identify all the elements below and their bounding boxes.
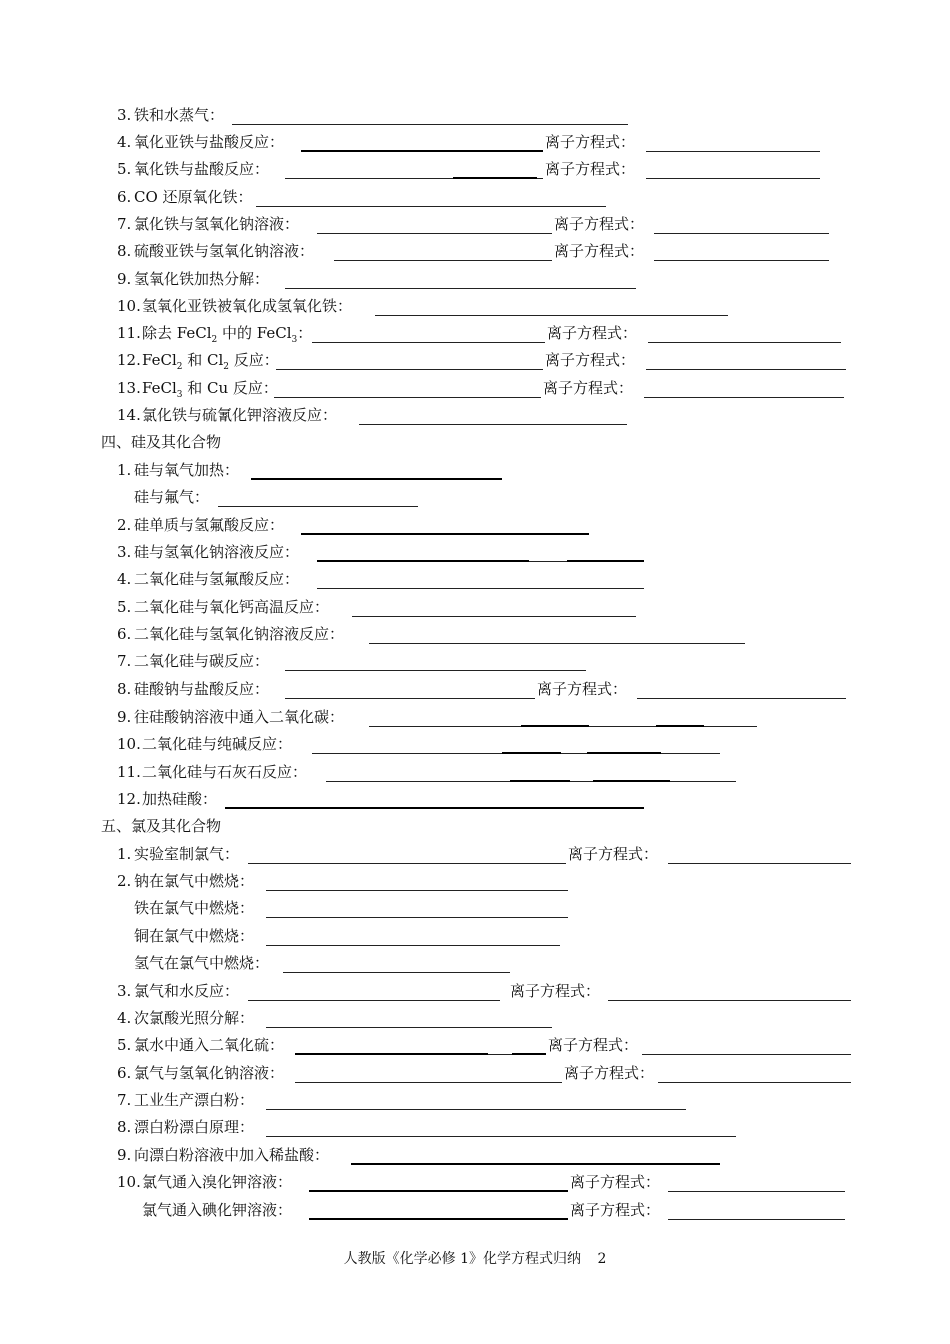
- answer-blank[interactable]: [266, 890, 568, 891]
- answer-blank-segment[interactable]: [561, 753, 587, 754]
- answer-blank[interactable]: [248, 1000, 500, 1001]
- section-title: 五、氯及其化合物: [101, 817, 222, 835]
- section-heading-chlorine: [0, 815, 950, 842]
- item-label: 工业生产漂白粉：: [134, 1091, 255, 1109]
- ionic-equation-label: 离子方程式：: [568, 845, 659, 863]
- item-label: 氯气与氢氧化钠溶液：: [134, 1064, 285, 1082]
- silicon-item-10: [0, 733, 950, 760]
- item-label: 漂白粉漂白原理：: [134, 1118, 255, 1136]
- footer-title: 人教版《化学必修 1》化学方程式归纳: [343, 1251, 581, 1267]
- answer-blank[interactable]: [352, 616, 636, 617]
- ionic-equation-label: 离子方程式：: [543, 379, 634, 397]
- answer-blank-segment[interactable]: [570, 781, 593, 782]
- answer-blank[interactable]: [218, 506, 418, 507]
- ionic-answer-blank[interactable]: [608, 1000, 851, 1001]
- chlorine-item-4: [0, 1007, 950, 1034]
- answer-blank[interactable]: [312, 342, 545, 343]
- answer-blank[interactable]: [266, 1027, 552, 1028]
- item-number: 5.: [117, 1036, 132, 1054]
- iron-item-13: [0, 377, 950, 404]
- silicon-item-1b: [0, 486, 950, 513]
- item-label: 氢氧化亚铁被氧化成氢氧化铁：: [142, 297, 353, 315]
- ionic-answer-blank[interactable]: [654, 233, 829, 234]
- iron-item-14: [0, 404, 950, 431]
- silicon-item-2: [0, 514, 950, 541]
- item-label: 往硅酸钠溶液中通入二氧化碳：: [134, 708, 345, 726]
- chlorine-item-9: [0, 1144, 950, 1171]
- answer-blank[interactable]: [326, 781, 510, 782]
- answer-blank-segment[interactable]: [670, 781, 736, 782]
- item-label: 硅与氧气加热：: [134, 461, 240, 479]
- ionic-equation-label: 离子方程式：: [564, 1064, 655, 1082]
- silicon-item-9: [0, 706, 950, 733]
- ionic-equation-label: 离子方程式：: [570, 1173, 661, 1191]
- answer-blank[interactable]: [285, 178, 453, 179]
- answer-blank[interactable]: [232, 124, 628, 125]
- answer-blank[interactable]: [334, 260, 552, 261]
- chlorine-item-2: [0, 870, 950, 897]
- item-label: 氯化铁与硫氰化钾溶液反应：: [142, 406, 338, 424]
- page-number: 2: [597, 1251, 607, 1267]
- iron-item-9: [0, 268, 950, 295]
- answer-blank[interactable]: [266, 1136, 736, 1137]
- ionic-equation-label: 离子方程式：: [545, 160, 636, 178]
- item-label: 次氯酸光照分解：: [134, 1009, 255, 1027]
- item-number: 7.: [117, 652, 132, 670]
- answer-blank-segment[interactable]: [488, 1054, 512, 1055]
- item-number: 14.: [117, 406, 141, 424]
- answer-blank[interactable]: [285, 288, 636, 289]
- answer-blank-segment[interactable]: [661, 753, 720, 754]
- ionic-answer-blank[interactable]: [658, 1082, 851, 1083]
- item-number: 9.: [117, 1146, 132, 1164]
- item-label: 二氧化硅与氢氟酸反应：: [134, 570, 300, 588]
- answer-blank-segment[interactable]: [567, 560, 644, 562]
- chlorine-item-8: [0, 1116, 950, 1143]
- item-label: 钠在氯气中燃烧：: [134, 872, 255, 890]
- iron-item-12: [0, 349, 950, 376]
- silicon-item-7: [0, 650, 950, 677]
- silicon-item-3: [0, 541, 950, 568]
- item-label: 氧化铁与盐酸反应：: [134, 160, 270, 178]
- item-number: 3.: [117, 106, 132, 124]
- ionic-equation-label: 离子方程式：: [510, 982, 601, 1000]
- chlorine-item-5: [0, 1034, 950, 1061]
- item-label: 氢氧化铁加热分解：: [134, 270, 270, 288]
- ionic-equation-label: 离子方程式：: [545, 133, 636, 151]
- answer-blank-segment[interactable]: [537, 178, 543, 179]
- answer-blank[interactable]: [317, 588, 644, 589]
- iron-item-4: [0, 131, 950, 158]
- chlorine-item-6: [0, 1062, 950, 1089]
- item-label: 铜在氯气中燃烧：: [134, 927, 255, 945]
- ionic-equation-label: 离子方程式：: [545, 351, 636, 369]
- item-label: 硅与氢氧化钠溶液反应：: [134, 543, 300, 561]
- answer-blank[interactable]: [312, 753, 502, 754]
- ionic-equation-label: 离子方程式：: [548, 1036, 639, 1054]
- item-label: 二氧化硅与氧化钙高温反应：: [134, 598, 330, 616]
- answer-blank-segment[interactable]: [529, 561, 567, 562]
- answer-blank[interactable]: [256, 206, 606, 207]
- item-label: 硫酸亚铁与氢氧化钠溶液：: [134, 242, 315, 260]
- item-number: 6.: [117, 1064, 132, 1082]
- answer-blank[interactable]: [309, 1218, 568, 1220]
- answer-blank-segment[interactable]: [656, 725, 704, 727]
- answer-blank[interactable]: [283, 972, 510, 973]
- item-number: 9.: [117, 708, 132, 726]
- answer-blank-segment[interactable]: [521, 725, 589, 727]
- silicon-item-5: [0, 596, 950, 623]
- item-number: 8.: [117, 1118, 132, 1136]
- ionic-answer-blank[interactable]: [648, 342, 841, 343]
- item-label: 氯气通入碘化钾溶液：: [142, 1201, 293, 1219]
- answer-blank[interactable]: [285, 698, 535, 699]
- item-number: 10.: [117, 1173, 141, 1191]
- answer-blank-segment[interactable]: [502, 752, 561, 754]
- item-label: 氧化亚铁与盐酸反应：: [134, 133, 285, 151]
- chlorine-item-2b: [0, 897, 950, 924]
- answer-blank[interactable]: [295, 1082, 562, 1083]
- item-number: 4.: [117, 133, 132, 151]
- answer-blank[interactable]: [266, 945, 560, 946]
- item-number: 11.: [117, 763, 141, 781]
- item-number: 3.: [117, 982, 132, 1000]
- item-number: 1.: [117, 845, 132, 863]
- item-label: FeCl$_2$ 和 $Cl_2$ 反应：: [142, 351, 279, 372]
- iron-item-6: [0, 186, 950, 213]
- item-number: 7.: [117, 1091, 132, 1109]
- item-label: 氯化铁与氢氧化钠溶液：: [134, 215, 300, 233]
- item-number: 8.: [117, 680, 132, 698]
- iron-item-5: [0, 158, 950, 185]
- item-label: 实验室制氯气：: [134, 845, 240, 863]
- answer-blank[interactable]: [351, 1163, 720, 1165]
- item-label: 铁和水蒸气：: [134, 106, 225, 124]
- silicon-item-12: [0, 788, 950, 815]
- answer-blank[interactable]: [266, 917, 568, 918]
- chlorine-item-2d: [0, 952, 950, 979]
- item-label: 向漂白粉溶液中加入稀盐酸：: [134, 1146, 330, 1164]
- item-number: 4.: [117, 1009, 132, 1027]
- item-label: 氢气在氯气中燃烧：: [134, 954, 270, 972]
- silicon-item-6: [0, 623, 950, 650]
- answer-blank[interactable]: [285, 670, 586, 671]
- answer-blank[interactable]: [248, 863, 566, 864]
- page-footer: [0, 1249, 950, 1269]
- item-label: 加热硅酸：: [142, 790, 218, 808]
- item-label: 硅单质与氢氟酸反应：: [134, 516, 285, 534]
- answer-blank-segment[interactable]: [510, 780, 570, 782]
- item-number: 5.: [117, 160, 132, 178]
- answer-blank-segment[interactable]: [587, 752, 661, 754]
- item-label: 铁在氯气中燃烧：: [134, 899, 255, 917]
- ionic-answer-blank[interactable]: [668, 1191, 845, 1192]
- item-label: 二氧化硅与碳反应：: [134, 652, 270, 670]
- answer-blank[interactable]: [369, 643, 745, 644]
- ionic-answer-blank[interactable]: [642, 1054, 851, 1055]
- iron-item-10: [0, 295, 950, 322]
- item-number: 12.: [117, 790, 141, 808]
- iron-item-8: [0, 240, 950, 267]
- item-label: 除去 FeCl$_2$ 中的 FeCl$_3$：: [142, 324, 313, 345]
- item-label: 二氧化硅与纯碱反应：: [142, 735, 293, 753]
- answer-blank-segment[interactable]: [704, 726, 757, 727]
- answer-blank[interactable]: [251, 478, 502, 480]
- item-number: 3.: [117, 543, 132, 561]
- answer-blank[interactable]: [309, 1190, 568, 1192]
- item-label: 氯气通入溴化钾溶液：: [142, 1173, 293, 1191]
- answer-blank-segment[interactable]: [589, 726, 656, 727]
- answer-blank[interactable]: [274, 397, 541, 398]
- ionic-equation-label: 离子方程式：: [537, 680, 628, 698]
- chlorine-item-10: [0, 1171, 950, 1198]
- item-number: 2.: [117, 516, 132, 534]
- item-number: 1.: [117, 461, 132, 479]
- iron-item-11: [0, 322, 950, 349]
- silicon-item-4: [0, 568, 950, 595]
- item-number: 8.: [117, 242, 132, 260]
- silicon-item-1: [0, 459, 950, 486]
- item-number: 5.: [117, 598, 132, 616]
- item-number: 13.: [117, 379, 141, 397]
- answer-blank[interactable]: [317, 233, 552, 234]
- item-number: 4.: [117, 570, 132, 588]
- answer-blank[interactable]: [301, 150, 543, 152]
- answer-blank[interactable]: [369, 726, 521, 727]
- item-label: 硅与氟气：: [134, 488, 210, 506]
- chlorine-item-2c: [0, 925, 950, 952]
- iron-item-3: [0, 104, 950, 131]
- section-title: 四、硅及其化合物: [101, 433, 222, 451]
- chlorine-item-7: [0, 1089, 950, 1116]
- answer-blank-segment[interactable]: [453, 177, 537, 179]
- ionic-equation-label: 离子方程式：: [554, 242, 645, 260]
- item-number: 10.: [117, 735, 141, 753]
- iron-item-7: [0, 213, 950, 240]
- chlorine-item-10b: [0, 1199, 950, 1226]
- answer-blank[interactable]: [276, 369, 543, 370]
- ionic-answer-blank[interactable]: [668, 863, 851, 864]
- item-label: CO 还原氧化铁：: [134, 188, 253, 206]
- ionic-answer-blank[interactable]: [646, 151, 820, 152]
- answer-blank[interactable]: [301, 533, 589, 535]
- item-label: 氯气和水反应：: [134, 982, 240, 1000]
- ionic-equation-label: 离子方程式：: [570, 1201, 661, 1219]
- item-label: 二氧化硅与氢氧化钠溶液反应：: [134, 625, 345, 643]
- item-number: 6.: [117, 188, 132, 206]
- chlorine-item-3: [0, 980, 950, 1007]
- item-number: 7.: [117, 215, 132, 233]
- item-number: 12.: [117, 351, 141, 369]
- ionic-equation-label: 离子方程式：: [547, 324, 638, 342]
- ionic-answer-blank[interactable]: [637, 698, 846, 699]
- chlorine-item-1: [0, 843, 950, 870]
- silicon-item-8: [0, 678, 950, 705]
- item-number: 10.: [117, 297, 141, 315]
- item-label: 二氧化硅与石灰石反应：: [142, 763, 308, 781]
- answer-blank[interactable]: [359, 424, 627, 425]
- item-number: 9.: [117, 270, 132, 288]
- item-number: 2.: [117, 872, 132, 890]
- silicon-item-11: [0, 761, 950, 788]
- answer-blank[interactable]: [317, 560, 529, 562]
- ionic-answer-blank[interactable]: [654, 260, 829, 261]
- ionic-answer-blank[interactable]: [668, 1219, 845, 1220]
- item-number: 11.: [117, 324, 141, 342]
- ionic-answer-blank[interactable]: [644, 397, 844, 398]
- item-label: FeCl$_3$ 和 Cu 反应：: [142, 379, 278, 400]
- item-number: 6.: [117, 625, 132, 643]
- answer-blank[interactable]: [225, 807, 644, 809]
- section-heading-silicon: [0, 431, 950, 458]
- answer-blank[interactable]: [266, 1109, 686, 1110]
- answer-blank[interactable]: [295, 1053, 488, 1055]
- ionic-equation-label: 离子方程式：: [554, 215, 645, 233]
- item-label: 氯水中通入二氧化硫：: [134, 1036, 285, 1054]
- answer-blank[interactable]: [375, 315, 728, 316]
- ionic-answer-blank[interactable]: [646, 369, 846, 370]
- ionic-answer-blank[interactable]: [646, 178, 820, 179]
- answer-blank-segment[interactable]: [512, 1053, 546, 1055]
- answer-blank-segment[interactable]: [593, 780, 670, 782]
- item-label: 硅酸钠与盐酸反应：: [134, 680, 270, 698]
